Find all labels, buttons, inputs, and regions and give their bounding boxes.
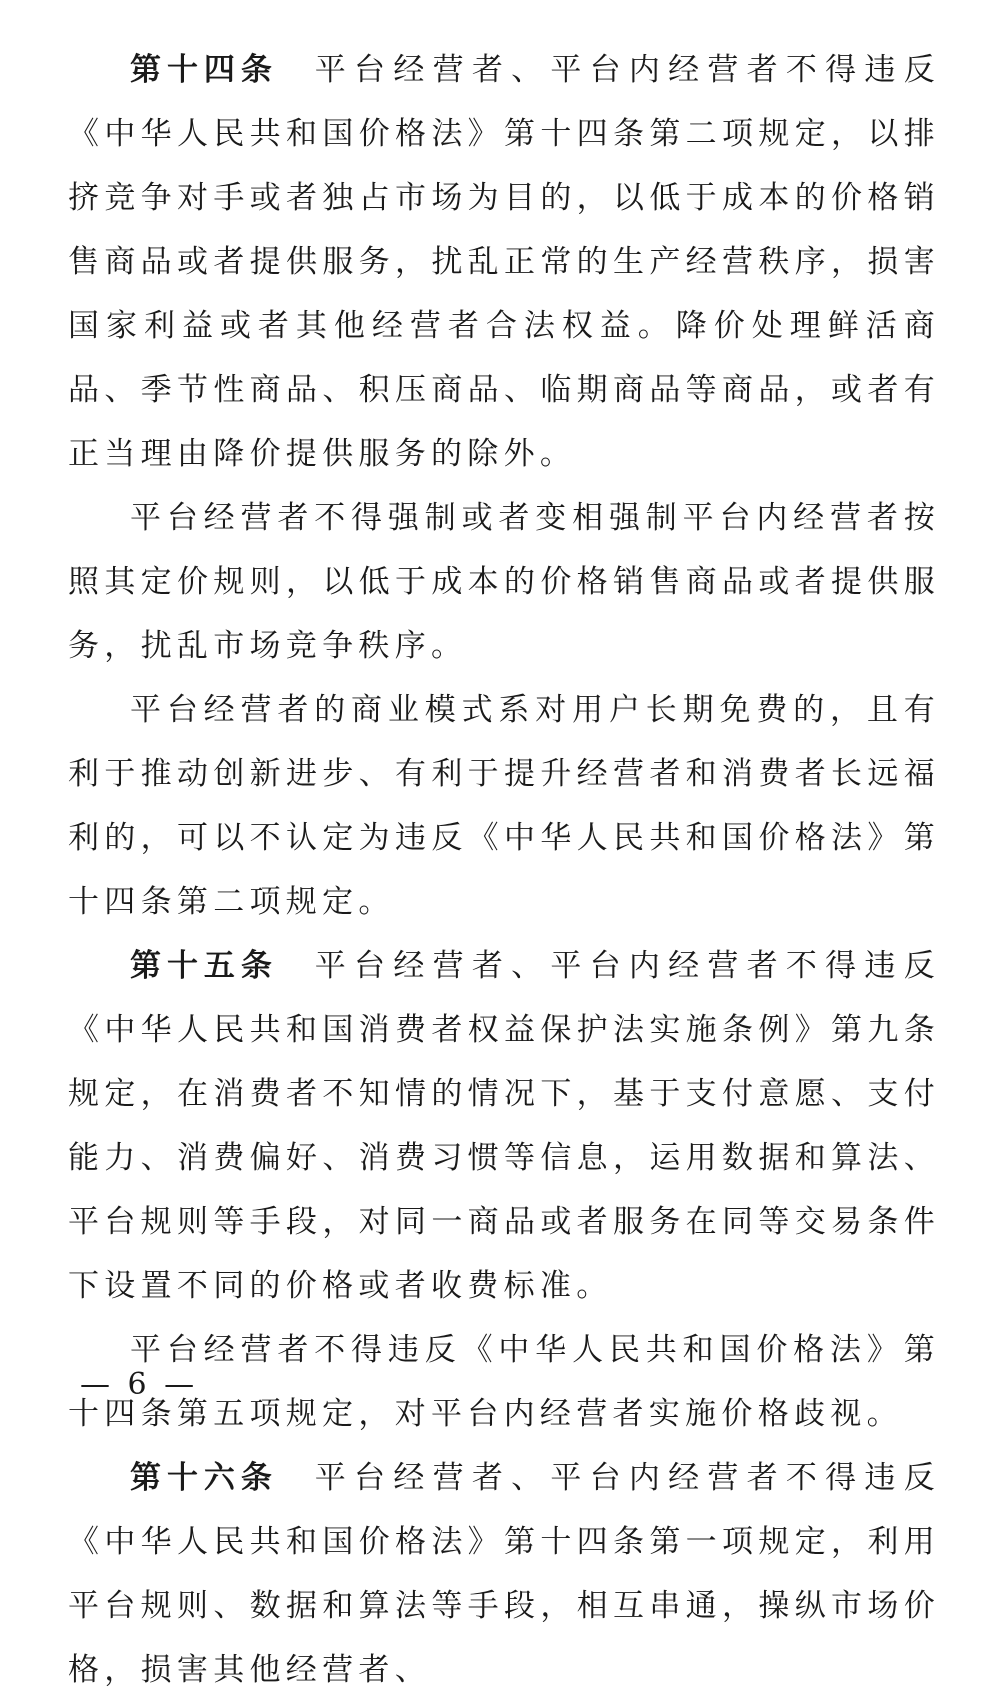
paragraph-article-14-clause-2: 平台经营者不得强制或者变相强制平台内经营者按照其定价规则，以低于成本的价格销售商品或者提供服务，扰乱市场竞争秩序。	[68, 500, 940, 664]
paragraph-text: 平台经营者、平台内经营者不得违反《中华人民共和国价格法》第十四条第一项规定，利用平台规则、数据和算法等手段，相互串通，操纵市场价格，损害其他经营者、	[68, 1460, 940, 1688]
document-body	[68, 38, 940, 1702]
paragraph-article-15	[68, 934, 940, 1318]
paragraph-article-14-clause-3: 平台经营者的商业模式系对用户长期免费的，且有利于推动创新进步、有利于提升经营者和消费者长远福利的，可以不认定为违反《中华人民共和国价格法》第十四条第二项规定。	[68, 692, 940, 920]
paragraph-article-14	[68, 38, 940, 486]
paragraph-article-15-clause-2: 平台经营者不得违反《中华人民共和国价格法》第十四条第五项规定，对平台内经营者实施价格歧视。	[68, 1332, 940, 1432]
article-number: 第十六条	[130, 1460, 278, 1496]
paragraph-article-16	[68, 1446, 940, 1702]
page-number: — 6 —	[80, 1367, 199, 1402]
paragraph-text: 平台经营者、平台内经营者不得违反《中华人民共和国消费者权益保护法实施条例》第九条规定，在消费者不知情的情况下，基于支付意愿、支付能力、消费偏好、消费习惯等信息，运用数据和算法、平台规则等手段，对同一商品或者服务在同等交易条件下设置不同的价格或者收费标准。	[68, 948, 940, 1304]
paragraph-text: 平台经营者、平台内经营者不得违反《中华人民共和国价格法》第十四条第二项规定，以排挤竞争对手或者独占市场为目的，以低于成本的价格销售商品或者提供服务，扰乱正常的生产经营秩序，损害国家利益或者其他经营者合法权益。降价处理鲜活商品、季节性商品、积压商品、临期商品等商品，或者有正当理由降价提供服务的除外。	[68, 52, 940, 472]
article-number: 第十四条	[130, 52, 278, 88]
article-number: 第十五条	[130, 948, 278, 984]
